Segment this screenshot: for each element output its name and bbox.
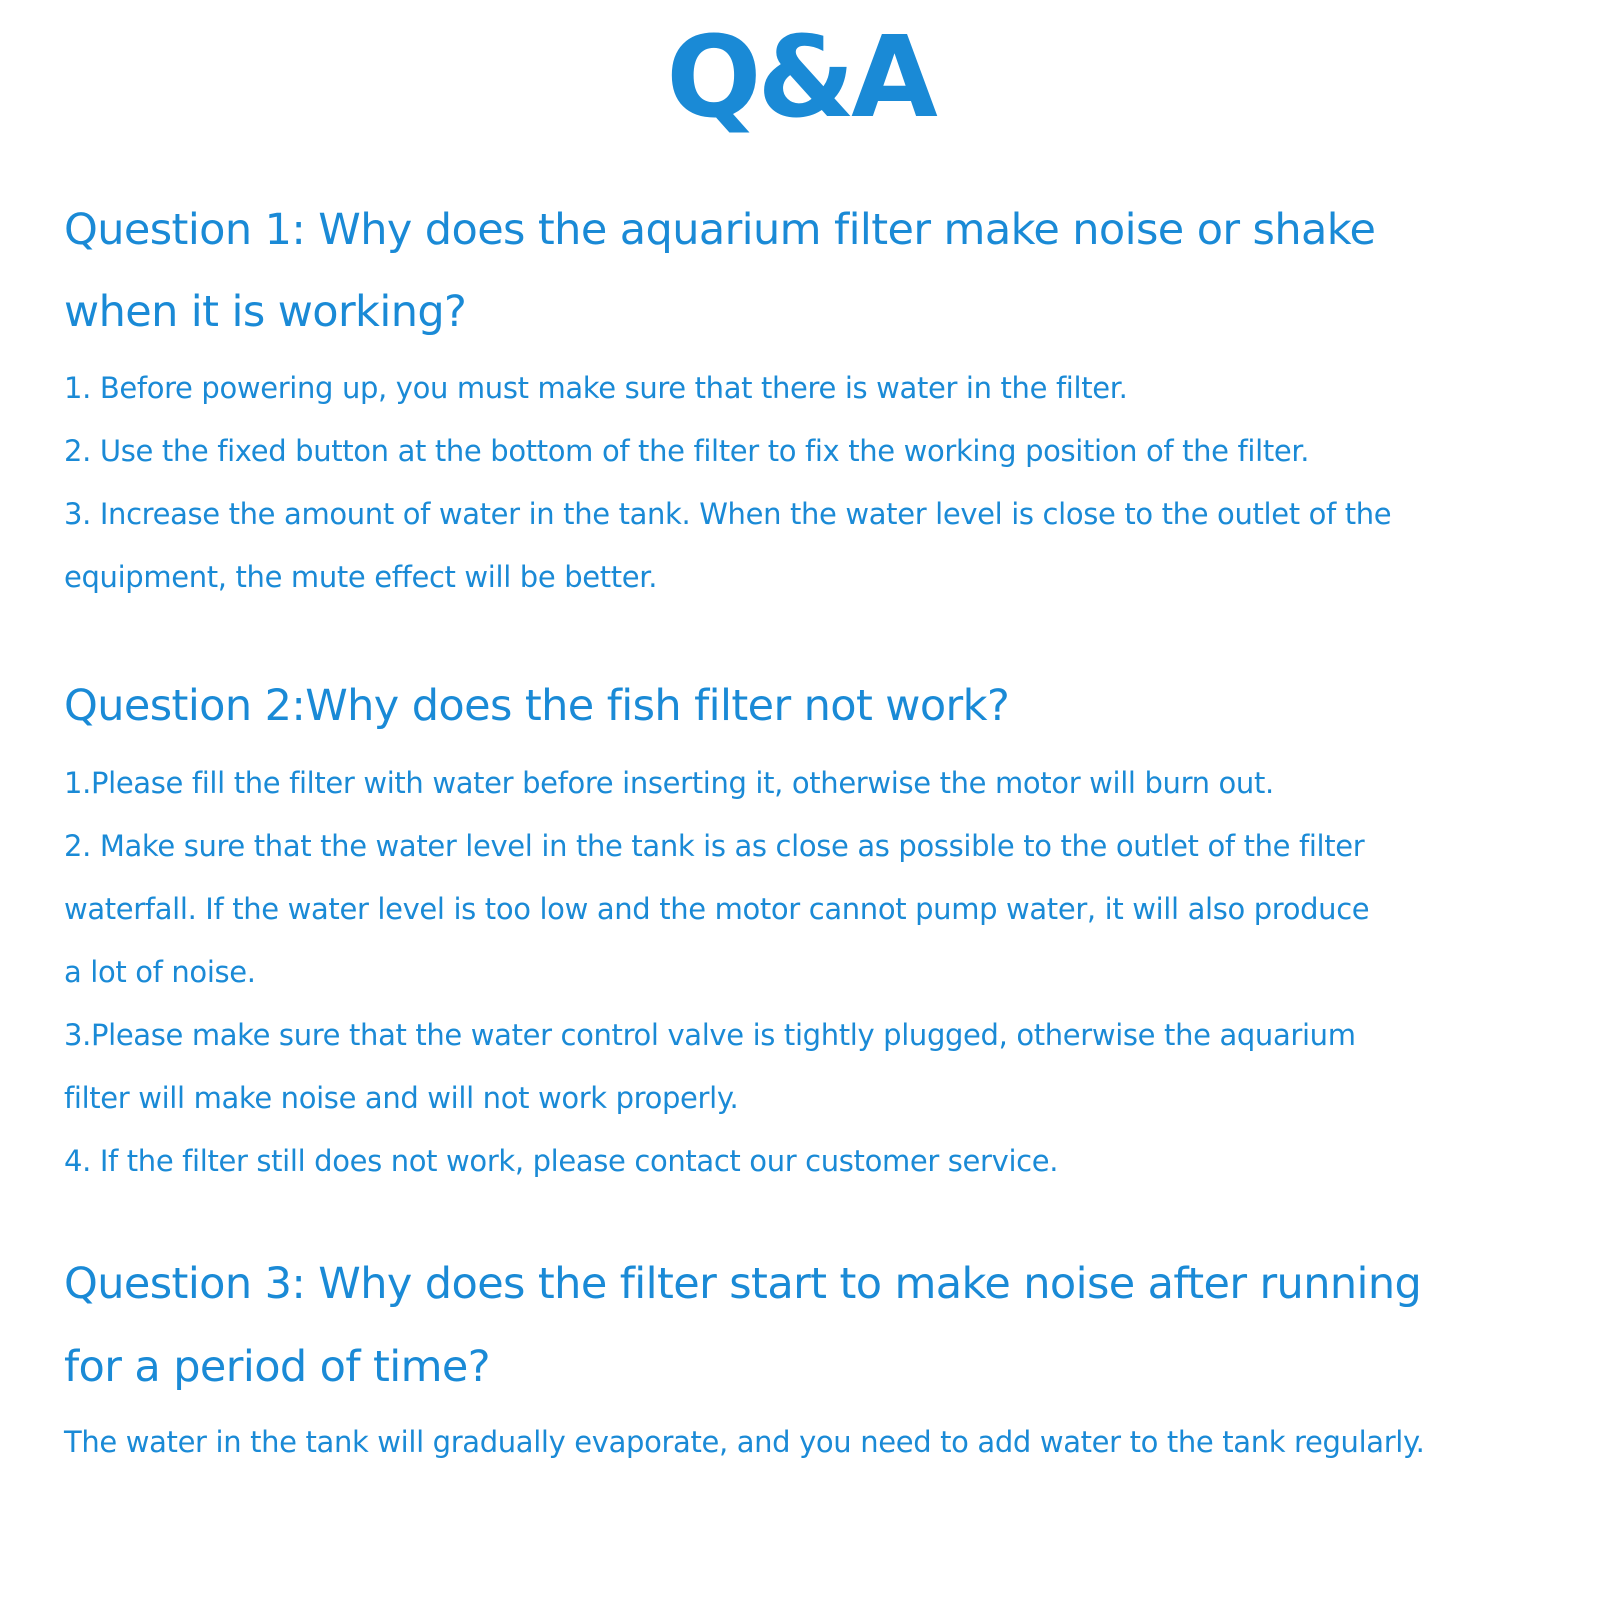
page-title: Q&A (666, 13, 934, 143)
question-2-heading-line-1: Question 2:Why does the fish filter not work? (64, 681, 1010, 731)
question-1-answer-line-4: equipment, the mute effect will be better. (64, 560, 658, 594)
question-2-answer-line-6: filter will make noise and will not work properly. (64, 1081, 739, 1115)
question-2-answer-line-2: 2. Make sure that the water level in the tank is as close as possible to the outlet of the filter (64, 829, 1365, 863)
question-1-answer-line-2: 2. Use the fixed button at the bottom of the filter to fix the working position of the filter. (64, 434, 1310, 468)
question-3-answer-line-1: The water in the tank will gradually evaporate, and you need to add water to the tank regularly. (64, 1425, 1425, 1459)
question-2-answer-line-5: 3.Please make sure that the water control valve is tightly plugged, otherwise the aquarium (64, 1018, 1356, 1052)
question-2-answer-line-3: waterfall. If the water level is too low and the motor cannot pump water, it will also produce (64, 892, 1370, 926)
question-1-answer-line-3: 3. Increase the amount of water in the tank. When the water level is close to the outlet of the (64, 497, 1392, 531)
question-2-answer-line-4: a lot of noise. (64, 955, 256, 989)
question-1-heading-line-2: when it is working? (64, 287, 467, 337)
question-2-answer-line-7: 4. If the filter still does not work, please contact our customer service. (64, 1144, 1059, 1178)
question-2-answer-line-1: 1.Please fill the filter with water before inserting it, otherwise the motor will burn out. (64, 766, 1274, 800)
question-1-heading-line-1: Question 1: Why does the aquarium filter make noise or shake (64, 205, 1376, 255)
question-1-answer-line-1: 1. Before powering up, you must make sure that there is water in the filter. (64, 371, 1128, 405)
question-3-heading-line-2: for a period of time? (64, 1342, 490, 1392)
question-3-heading-line-1: Question 3: Why does the filter start to make noise after running (64, 1259, 1422, 1309)
